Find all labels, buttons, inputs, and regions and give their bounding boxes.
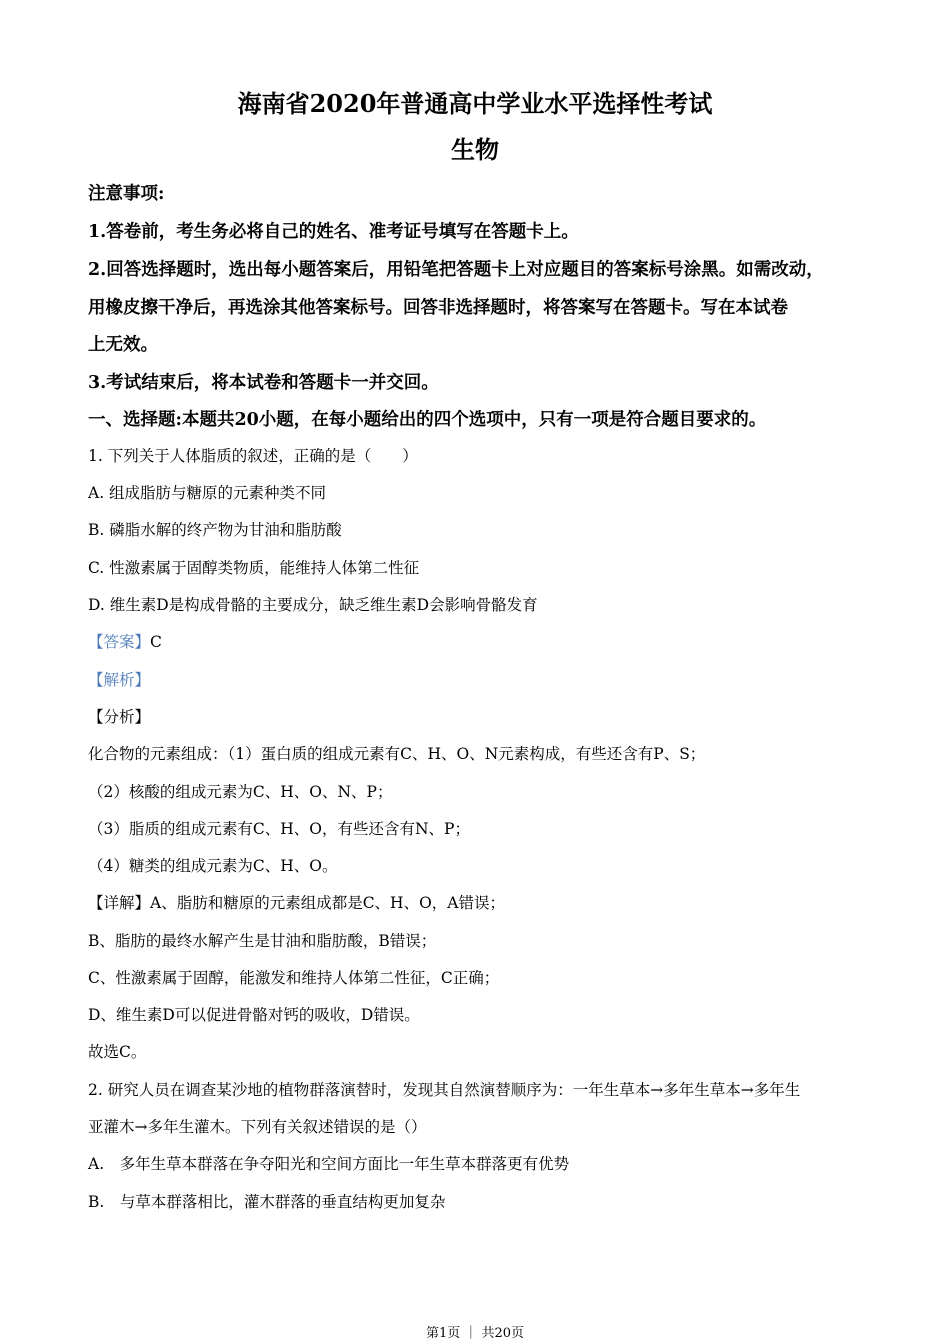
notice-item-2-line-3: 上无效。 [88,335,158,355]
q1-conclusion: 故选C。 [88,1043,147,1061]
q1-fenxi-3: （3）脂质的组成元素有C、H、O，有些还含有N、P； [88,820,470,838]
q1-option-b: B. 磷脂水解的终产物为甘油和脂肪酸 [88,521,342,539]
q1-answer [88,630,868,652]
q2-option-b: B. 与草本群落相比，灌木群落的垂直结构更加复杂 [88,1193,446,1211]
q1-detail-1: 【详解】A、脂肪和糖原的元素组成都是C、H、O，A错误； [88,894,505,912]
q1-fenxi-label: 【分析】 [88,708,151,726]
q1-detail-3: C、性激素属于固醇，能激发和维持人体第二性征，C正确； [88,969,500,987]
q1-fenxi-2: （2）核酸的组成元素为C、H、O、N、P； [88,783,393,801]
page-footer: 第1页 ｜ 共20页 [425,1326,525,1341]
q1-stem: 1. 下列关于人体脂质的叙述，正确的是（ ） [88,447,418,465]
q1-detail-2: B、脂肪的最终水解产生是甘油和脂肪酸，B错误； [88,932,437,950]
subject-title: 生物 [451,135,499,164]
q2-option-a: A. 多年生草本群落在争夺阳光和空间方面比一年生草本群落更有优势 [88,1155,570,1173]
q2-stem-line-1: 2. 研究人员在调查某沙地的植物群落演替时，发现其自然演替顺序为：一年生草本→多年生草本→多年生 [88,1081,801,1099]
notice-item-2-line-1: 2.回答选择题时，选出每小题答案后，用铅笔把答题卡上对应题目的答案标号涂黑。如需改动， [88,260,824,280]
notice-item-3: 3.考试结束后，将本试卷和答题卡一并交回。 [88,373,439,393]
q1-option-d: D. 维生素D是构成骨骼的主要成分，缺乏维生素D会影响骨骼发育 [88,596,538,614]
notice-heading: 注意事项: [88,184,165,204]
q1-analysis-label: 【解析】 [88,671,151,689]
q1-detail-4: D、维生素D可以促进骨骼对钙的吸收，D错误。 [88,1006,420,1024]
q1-option-c: C. 性激素属于固醇类物质，能维持人体第二性征 [88,559,420,577]
q1-fenxi-4: （4）糖类的组成元素为C、H、O。 [88,857,338,875]
notice-item-1: 1.答卷前，考生务必将自己的姓名、准考证号填写在答题卡上。 [88,222,579,242]
q1-option-a: A. 组成脂肪与糖原的元素种类不同 [88,484,327,502]
q2-stem-line-2: 亚灌木→多年生灌木。下列有关叙述错误的是（） [88,1118,427,1136]
section-heading: 一、选择题:本题共20小题，在每小题给出的四个选项中，只有一项是符合题目要求的。 [88,410,767,430]
answer-label: 【答案】 [88,633,151,651]
notice-item-2-line-2: 用橡皮擦干净后，再选涂其他答案标号。回答非选择题时，将答案写在答题卡。写在本试卷 [88,298,788,318]
answer-value: C [150,633,162,651]
exam-title: 海南省2020年普通高中学业水平选择性考试 [237,89,713,118]
q1-fenxi-1: 化合物的元素组成：（1）蛋白质的组成元素有C、H、O、N元素构成，有些还含有P、S； [88,745,706,763]
